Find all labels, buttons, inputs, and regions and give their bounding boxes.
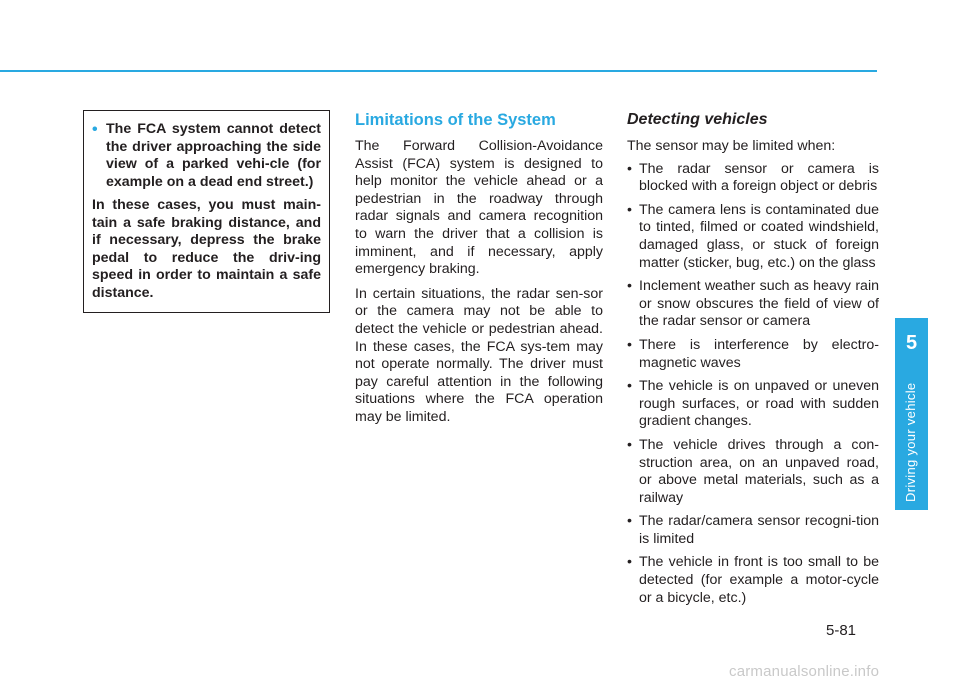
list-item: • The radar/camera sensor recogni-tion is limited	[627, 513, 879, 547]
watermark: carmanualsonline.info	[729, 663, 880, 680]
list-item: • Inclement weather such as heavy rain or snow obscures the field of view of the radar sensor or camera	[627, 278, 879, 330]
limitations-section	[355, 110, 603, 434]
subsection-title: Detecting vehicles	[627, 111, 768, 128]
limitations-paragraph-2: In certain situations, the radar sen-sor or the camera may not be able to detect the vehicle or pedestrian ahead. In these cases, the FCA sys-tem may not operate normally. The driver must pay careful attention in the following situations where the FCA operation may be limited.	[355, 285, 603, 425]
limitation-list	[627, 161, 879, 608]
list-item: • The vehicle is on unpaved or uneven rough surfaces, or road with sudden gradient changes.	[627, 378, 879, 430]
chapter-label: Driving your vehicle	[903, 382, 918, 502]
warning-instruction-text: In these cases, you must main-tain a safe braking distance, and if necessary, depress the brake pedal to reduce the driv-ing speed in order to maintain a safe distance.	[92, 197, 321, 301]
detecting-intro: The sensor may be limited when:	[627, 138, 836, 154]
list-item: • The vehicle drives through a con-struction area, on an unpaved road, or above metal materials, such as a railway	[627, 436, 879, 506]
list-item: • The vehicle in front is too small to be detected (for example a motor-cycle or a bicycle, etc.)	[627, 554, 879, 606]
page-number: 5-81	[826, 622, 857, 639]
chapter-number: 5	[905, 332, 918, 354]
list-item: • There is interference by electro-magnetic waves	[627, 336, 879, 371]
section-title: Limitations of the System	[355, 111, 556, 129]
bullet-dot-icon: •	[92, 121, 98, 138]
detecting-vehicles-section	[627, 110, 879, 613]
warning-bullet	[92, 121, 321, 191]
warning-bullet-text: The FCA system cannot detect the driver approaching the side view of a parked vehi-cle (for example on a dead end street.)	[106, 121, 321, 190]
chapter-tab	[895, 318, 928, 510]
list-item: • The radar sensor or camera is blocked with a foreign object or debris	[627, 160, 879, 195]
limitations-paragraph-1: The Forward Collision-Avoidance Assist (FCA) system is designed to help monitor the vehicle ahead or a pedestrian in the roadway through radar signals and camera recognition to warn the driver that a collision is imminent, and if necessary, apply emergency braking.	[355, 138, 603, 278]
list-item: • The camera lens is contaminated due to tinted, filmed or coated windshield, damaged glass, or stuck of foreign matter (sticker, bug, etc.) on the glass	[627, 201, 879, 271]
warning-box	[83, 110, 330, 313]
header-rule	[0, 70, 877, 72]
